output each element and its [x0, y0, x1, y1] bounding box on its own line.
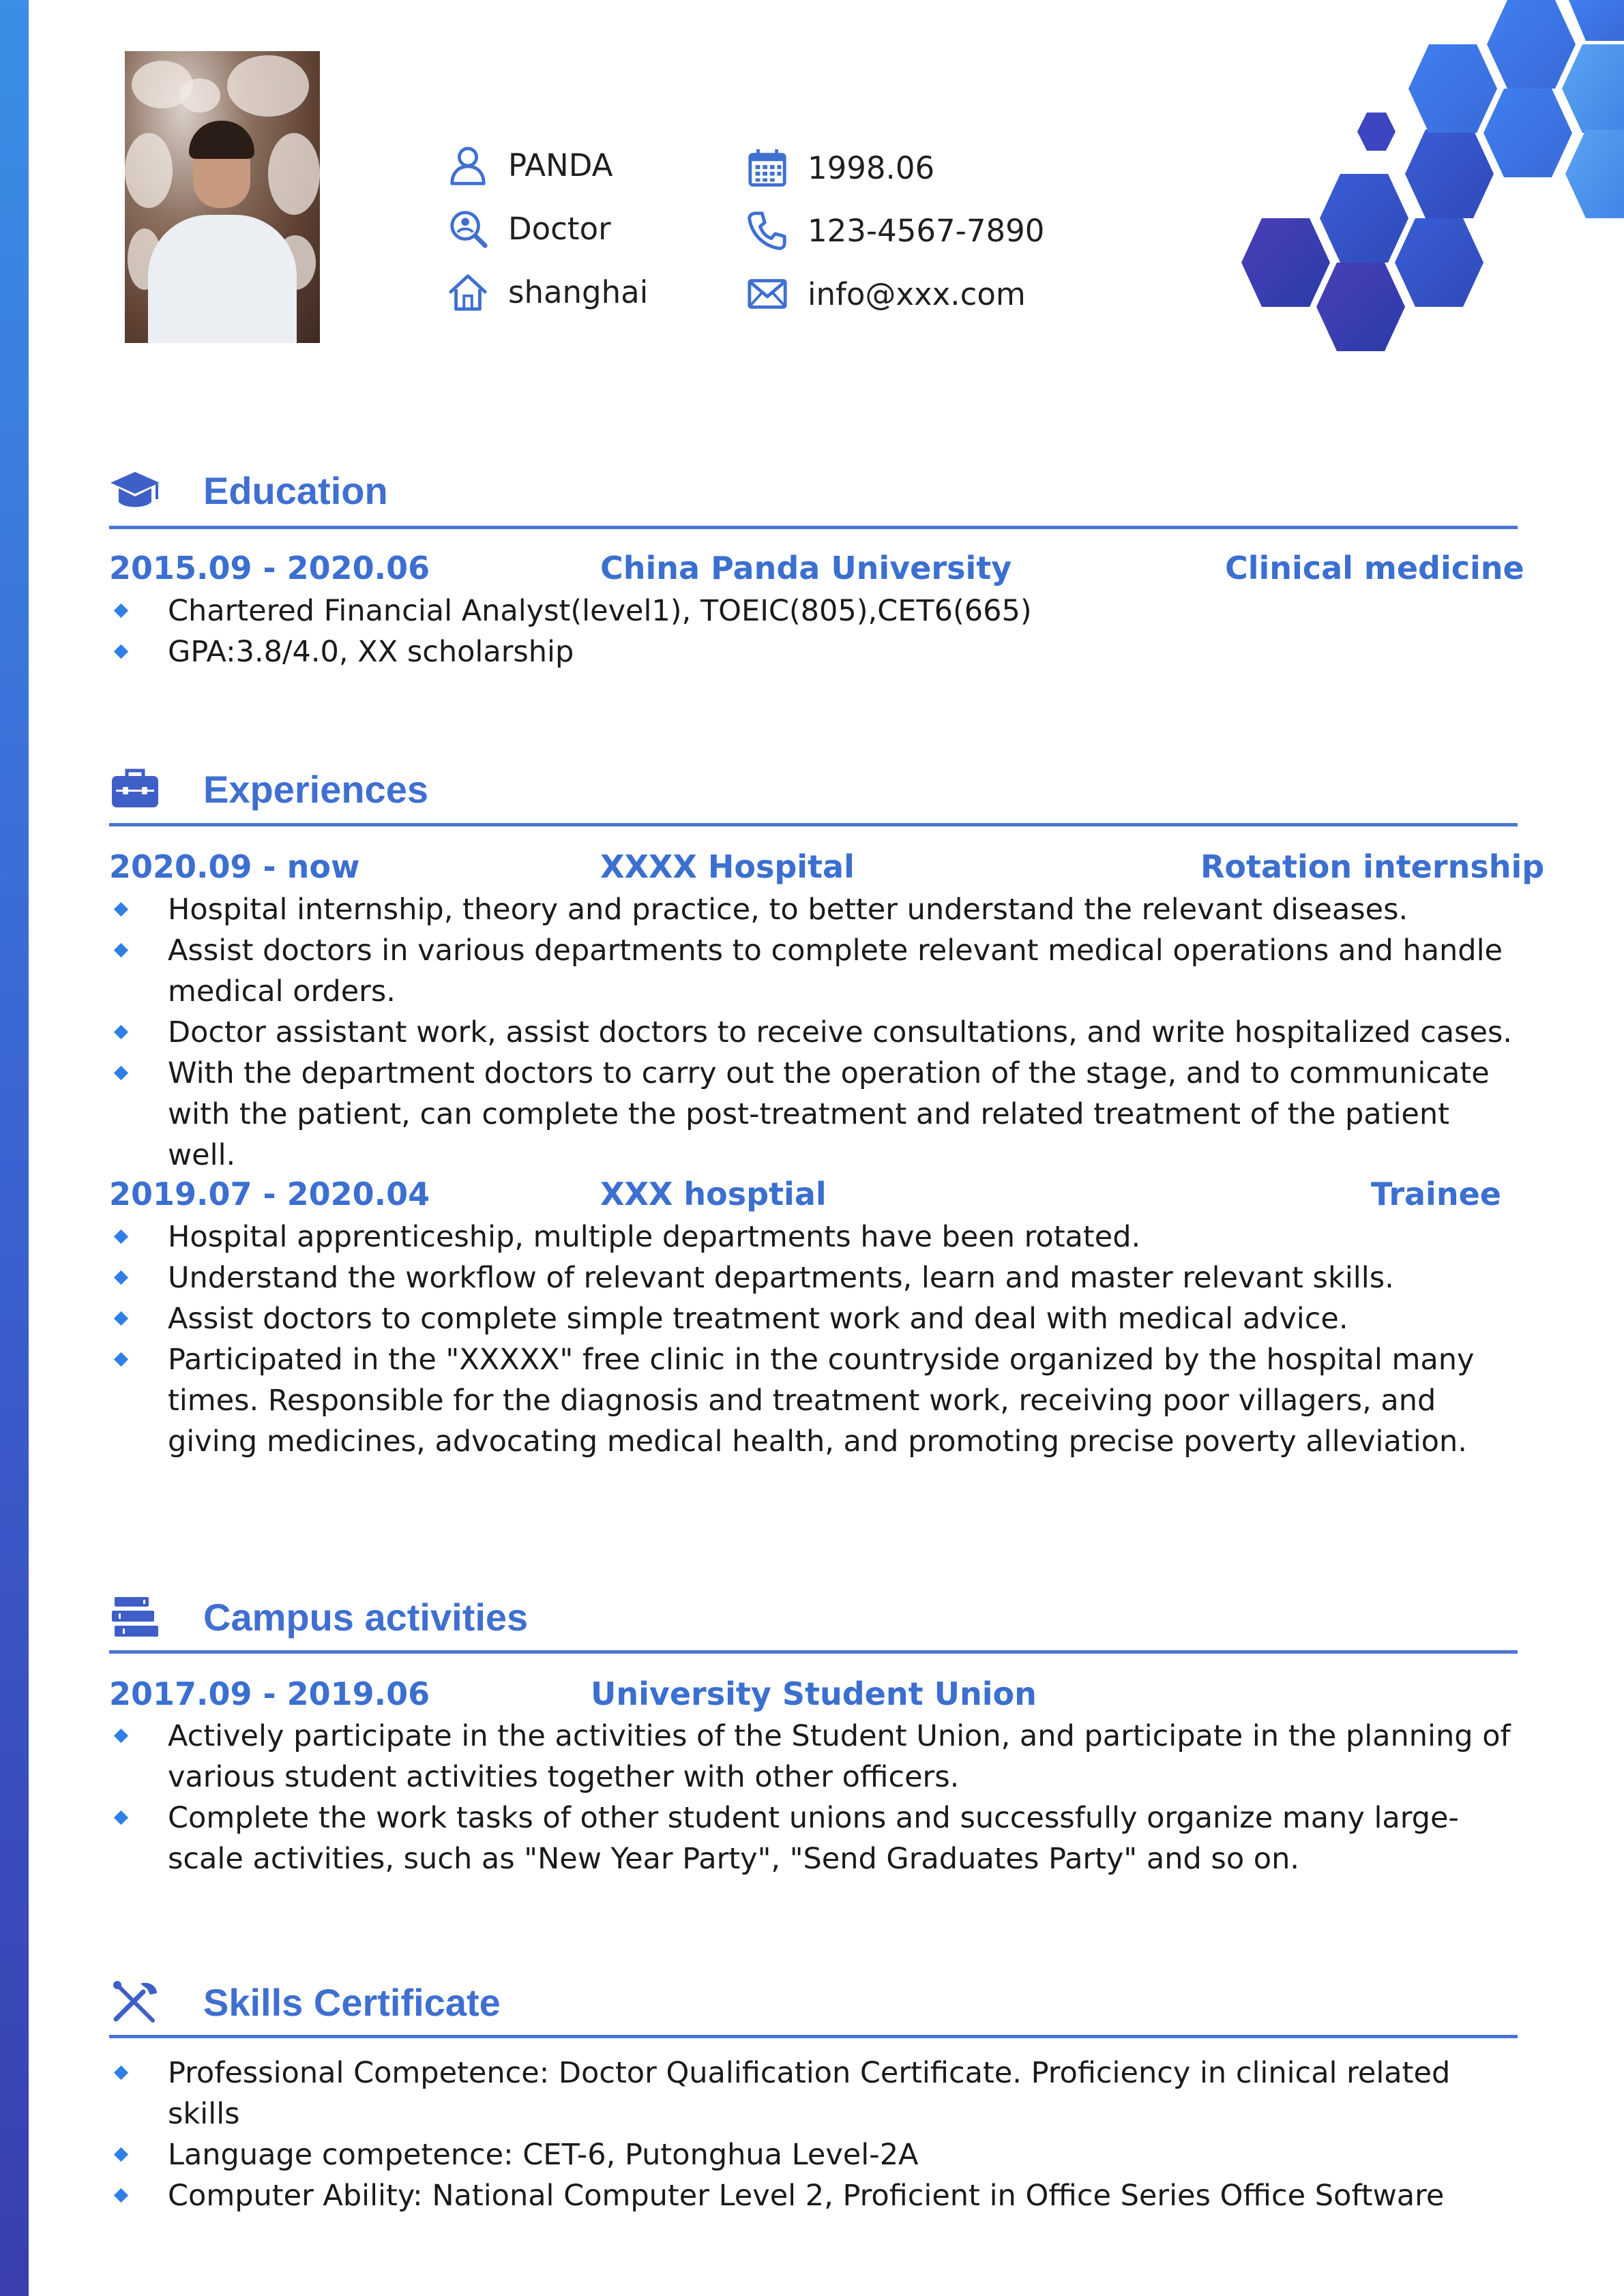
experience-2-org: XXX hosptial: [600, 1176, 827, 1212]
skills-title: Skills Certificate: [203, 1980, 501, 2024]
list-item: Participated in the "XXXXX" free clinic in the countryside organized by the hospital many times. Responsible for the diagnosis and treatment work, receiving poor villagers, and giving medicines, advocating medical health, and promoting precise poverty alleviation.: [109, 1339, 1518, 1462]
list-item: Professional Competence: Doctor Qualification Certificate. Proficiency in clinical related skills: [109, 2053, 1518, 2134]
experiences-title: Experiences: [203, 767, 428, 811]
experience-2-period: 2019.07 - 2020.04: [109, 1176, 430, 1212]
education-divider: [109, 526, 1518, 529]
list-item: Computer Ability: National Computer Level 2, Proficient in Office Series Office Software: [109, 2175, 1518, 2216]
experience-1-period: 2020.09 - now: [109, 848, 360, 885]
info-name: [447, 141, 612, 189]
education-bullets: [109, 591, 1518, 672]
info-job: [447, 205, 611, 252]
list-item: Complete the work tasks of other student unions and successfully organize many large-scale activities, such as "New Year Party", "Send Graduates Party" and so on.: [109, 1798, 1518, 1879]
education-entry-header: [109, 550, 1524, 593]
home-icon: [447, 271, 489, 313]
list-item: Assist doctors to complete simple treatment work and deal with medical advice.: [109, 1298, 1518, 1339]
graduation-cap-icon: [109, 468, 161, 513]
skills-section-header: [109, 1975, 501, 2029]
phone-icon: [746, 209, 788, 252]
education-title: Education: [203, 468, 388, 512]
email-text: info@xxx.com: [808, 275, 1026, 312]
profile-photo: [125, 51, 320, 343]
mail-icon: [746, 273, 788, 315]
list-item: Doctor assistant work, assist doctors to receive consultations, and write hospitalized cases.: [109, 1012, 1518, 1053]
info-city: [447, 268, 648, 316]
experience-1-bullets: [109, 889, 1518, 1176]
list-item: Understand the workflow of relevant departments, learn and master relevant skills.: [109, 1257, 1518, 1298]
left-accent-bar: [0, 0, 29, 2296]
campus-bullets: [109, 1716, 1518, 1879]
education-period: 2015.09 - 2020.06: [109, 550, 430, 586]
birth-text: 1998.06: [808, 149, 935, 186]
campus-period: 2017.09 - 2019.06: [109, 1675, 430, 1712]
list-item: Hospital apprenticeship, multiple departments have been rotated.: [109, 1217, 1518, 1257]
education-school: China Panda University: [600, 550, 1012, 586]
info-email: [746, 270, 1026, 318]
user-icon: [447, 144, 489, 186]
books-icon: [109, 1594, 161, 1639]
campus-section-header: [109, 1590, 528, 1644]
experience-2-header: [109, 1176, 1518, 1219]
search-person-icon: [447, 207, 489, 250]
name-text: PANDA: [508, 147, 613, 183]
list-item: Chartered Financial Analyst(level1), TOEIC(805),CET6(665): [109, 591, 1518, 631]
experience-2-role: Trainee: [1371, 1176, 1501, 1212]
campus-divider: [109, 1650, 1518, 1654]
experience-1-header: [109, 848, 1545, 892]
list-item: Assist doctors in various departments to complete relevant medical operations and handle medical orders.: [109, 930, 1518, 1012]
list-item: With the department doctors to carry out the operation of the stage, and to communicate with the patient, can complete the post-treatment and related treatment of the patient well.: [109, 1053, 1518, 1176]
info-birth: [746, 144, 934, 192]
experience-2-bullets: [109, 1217, 1518, 1462]
list-item: Language competence: CET-6, Putonghua Level-2A: [109, 2134, 1518, 2175]
experience-1-org: XXXX Hospital: [600, 848, 855, 885]
experience-1-role: Rotation internship: [1200, 848, 1545, 885]
experiences-divider: [109, 823, 1518, 826]
hexagon-decoration: [1241, 0, 1624, 355]
tools-icon: [109, 1980, 161, 2025]
education-section-header: [109, 463, 388, 518]
campus-title: Campus activities: [203, 1595, 529, 1639]
skills-divider: [109, 2035, 1518, 2038]
list-item: Actively participate in the activities of the Student Union, and participate in the planning of various student activities together with other officers.: [109, 1716, 1518, 1798]
briefcase-icon: [109, 766, 161, 811]
experiences-section-header: [109, 762, 428, 816]
info-phone: [746, 207, 1044, 254]
calendar-icon: [746, 147, 788, 189]
list-item: Hospital internship, theory and practice, to better understand the relevant diseases.: [109, 889, 1518, 930]
campus-org: University Student Union: [591, 1675, 1037, 1712]
skills-bullets: [109, 2053, 1518, 2216]
city-text: shanghai: [508, 273, 649, 310]
list-item: GPA:3.8/4.0, XX scholarship: [109, 631, 1518, 672]
job-text: Doctor: [508, 210, 611, 247]
campus-entry-header: [109, 1675, 1518, 1719]
phone-text: 123-4567-7890: [808, 212, 1045, 249]
education-major: Clinical medicine: [1225, 550, 1524, 586]
